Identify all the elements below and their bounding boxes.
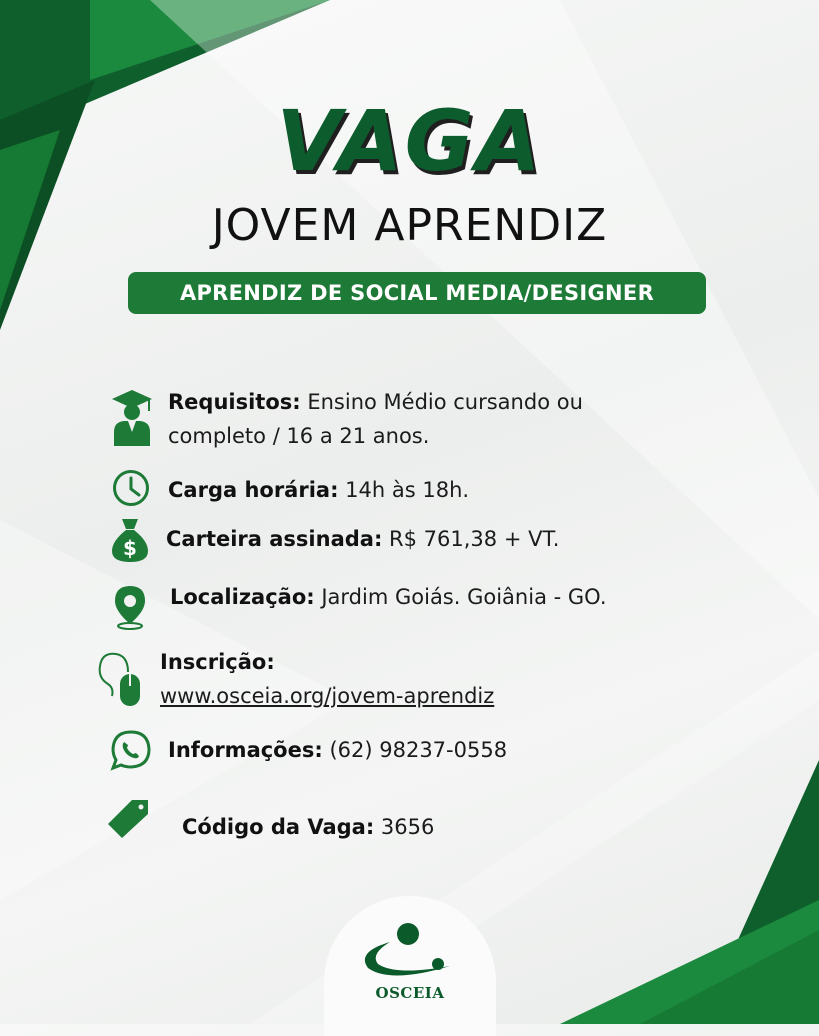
clock-icon bbox=[112, 469, 150, 507]
carteira-value: R$ 761,38 + VT. bbox=[389, 527, 560, 551]
carga-row bbox=[168, 478, 469, 502]
tag-icon bbox=[106, 798, 150, 840]
whatsapp-icon bbox=[110, 729, 152, 771]
informacoes-label: Informações: bbox=[168, 738, 323, 762]
localizacao-row bbox=[170, 585, 607, 609]
logo-text: OSCEIA bbox=[375, 984, 445, 1002]
page-subtitle: JOVEM APRENDIZ bbox=[211, 200, 608, 251]
page-title: VAGA bbox=[276, 92, 543, 190]
codigo-label: Código da Vaga: bbox=[182, 815, 375, 839]
carga-label: Carga horária: bbox=[168, 478, 339, 502]
carga-value: 14h às 18h. bbox=[345, 478, 470, 502]
requisitos-value: Ensino Médio cursando ou bbox=[307, 390, 583, 414]
localizacao-value: Jardim Goiás. Goiânia - GO. bbox=[321, 585, 607, 609]
localizacao-label: Localização: bbox=[170, 585, 315, 609]
informacoes-row bbox=[168, 738, 507, 762]
inscricao-link[interactable]: www.osceia.org/jovem-aprendiz bbox=[160, 684, 495, 708]
carteira-row bbox=[166, 527, 559, 551]
inscricao-label bbox=[160, 650, 275, 674]
graduate-icon bbox=[110, 388, 154, 446]
logo-mark-icon bbox=[350, 922, 470, 984]
requisitos-line2: completo / 16 a 21 anos. bbox=[168, 424, 430, 448]
position-badge: APRENDIZ DE SOCIAL MEDIA/DESIGNER bbox=[128, 272, 706, 314]
location-pin-icon bbox=[112, 584, 148, 630]
mouse-icon bbox=[92, 648, 150, 708]
codigo-value: 3656 bbox=[380, 815, 435, 839]
codigo-row bbox=[182, 815, 434, 839]
inscricao-label-text: Inscrição: bbox=[160, 650, 275, 674]
money-bag-icon bbox=[110, 517, 150, 563]
svg-text:$: $ bbox=[123, 536, 137, 560]
carteira-label: Carteira assinada: bbox=[166, 527, 383, 551]
requisitos-label: Requisitos: bbox=[168, 390, 301, 414]
requisitos-line1 bbox=[168, 390, 583, 414]
informacoes-value: (62) 98237-0558 bbox=[329, 738, 508, 762]
